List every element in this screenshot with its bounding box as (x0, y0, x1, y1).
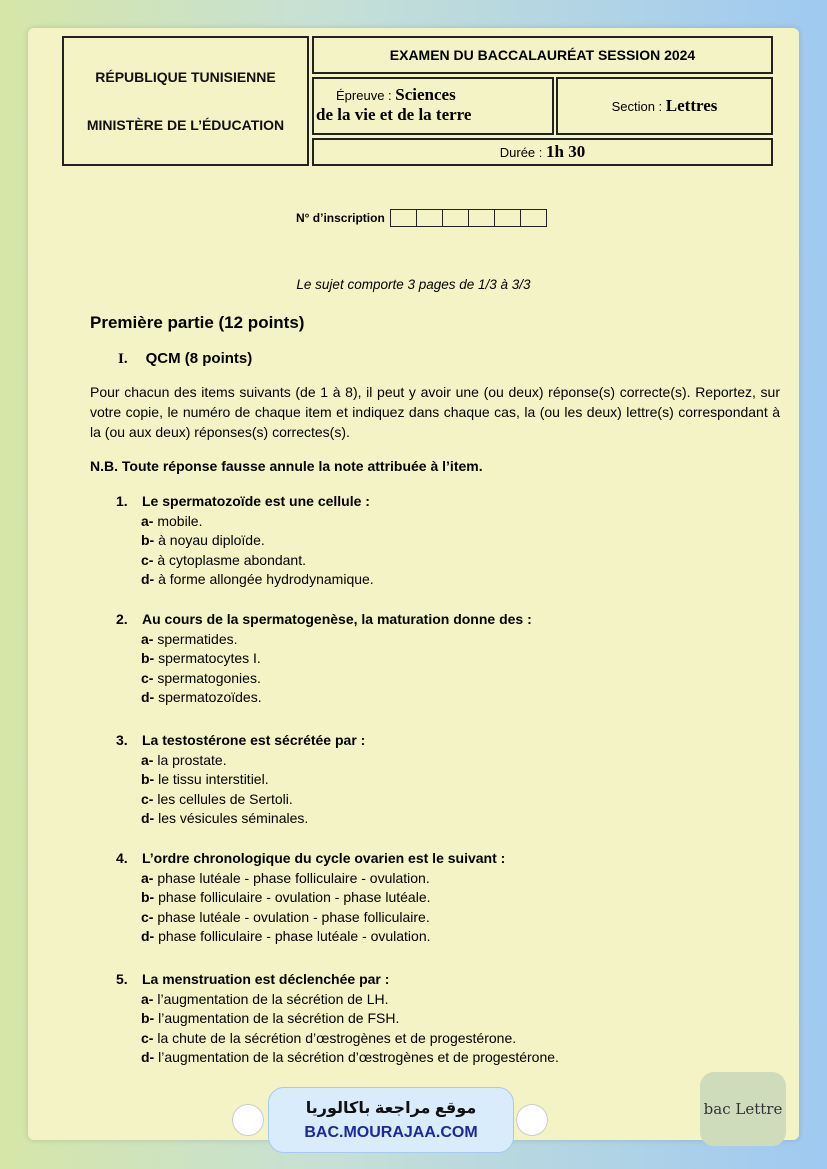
option-c: c- la chute de la sécrétion d’œstrogènes et de progestérone. (141, 1029, 517, 1046)
question-text: 4. L’ordre chronologique du cycle ovarien est le suivant : (116, 850, 506, 866)
ministry-box (62, 36, 309, 166)
site-logo-icon (516, 1104, 548, 1136)
question-2 (116, 610, 532, 708)
option-d: d- l’augmentation de la sécrétion d’œstrogènes et de progestérone. (141, 1049, 559, 1066)
question-5 (116, 970, 559, 1068)
inscription-cell (390, 209, 417, 227)
exam-page (28, 28, 799, 1140)
option-d: d- les vésicules séminales. (141, 810, 309, 827)
site-url[interactable]: BAC.MOURAJAA.COM (304, 1124, 478, 1141)
option-a: a- mobile. (141, 512, 203, 529)
option-b: b- spermatocytes I. (141, 650, 261, 667)
site-name-arabic: موقع مراجعة باكالوريا (305, 1100, 477, 1117)
ministry-name: MINISTÈRE DE L’ÉDUCATION (86, 117, 285, 133)
qcm-number: I. (118, 351, 128, 367)
inscription-cell (468, 209, 495, 227)
option-c: c- à cytoplasme abondant. (141, 551, 306, 568)
option-c: c- les cellules de Sertoli. (141, 790, 293, 807)
option-d: d- phase folliculaire - phase lutéale - ovulation. (141, 928, 431, 945)
option-c: c- spermatogonies. (141, 669, 261, 686)
site-banner[interactable] (268, 1087, 514, 1153)
option-a: a- phase lutéale - phase folliculaire - ovulation. (141, 869, 430, 886)
exam-title: EXAMEN DU BACCALAURÉAT SESSION 2024 (312, 36, 773, 74)
nb-note: N.B. Toute réponse fausse annule la note attribuée à l’item. (90, 458, 483, 474)
exam-header (62, 36, 773, 166)
section-value: Lettres (665, 96, 718, 115)
section-label: Section : (611, 98, 663, 114)
site-logo-icon (232, 1104, 264, 1136)
option-a: a- la prostate. (141, 751, 227, 768)
republic-name: RÉPUBLIQUE TUNISIENNE (95, 69, 276, 85)
question-3 (116, 731, 365, 829)
qcm-title: QCM (8 points) (145, 350, 253, 367)
option-b: b- à noyau diploïde. (141, 532, 265, 549)
option-b: b- le tissu interstitiel. (141, 771, 269, 788)
bac-lettre-badge: bac Lettre (700, 1072, 786, 1146)
option-d: d- à forme allongée hydrodynamique. (141, 571, 374, 588)
duree-label: Durée : (499, 144, 543, 160)
option-b: b- l’augmentation de la sécrétion de FSH. (141, 1010, 400, 1027)
option-c: c- phase lutéale - ovulation - phase folliculaire. (141, 908, 430, 925)
part-title: Première partie (12 points) (90, 313, 305, 332)
question-4 (116, 849, 505, 947)
question-text: 5. La menstruation est déclenchée par : (116, 971, 390, 987)
duree-box (312, 138, 773, 166)
inscription-cell (520, 209, 547, 227)
pages-note: Le sujet comporte 3 pages de 1/3 à 3/3 (296, 277, 531, 292)
instructions: Pour chacun des items suivants (de 1 à 8), il peut y avoir une (ou deux) réponse(s) correcte(s). Reportez, sur votre copie, le numéro de chaque item et indiquez dans chaque cas, la (ou les deux) lettre(s) correspondant à la (ou aux deux) réponses(s) correctes(s). (90, 384, 780, 440)
inscription-cells (391, 209, 547, 227)
epreuve-label: Épreuve : (336, 88, 392, 103)
option-d: d- spermatozoïdes. (141, 689, 262, 706)
inscription-cell (494, 209, 521, 227)
inscription-cell (416, 209, 443, 227)
inscription-field (296, 209, 547, 227)
epreuve-line1: Sciences (395, 85, 456, 104)
section-box (556, 77, 773, 135)
question-text: 1. Le spermatozoïde est une cellule : (116, 493, 370, 509)
option-a: a- l’augmentation de la sécrétion de LH. (141, 990, 389, 1007)
qcm-heading (118, 350, 252, 368)
inscription-label: N° d’inscription (296, 211, 385, 225)
epreuve-line2: de la vie et de la terre (316, 105, 472, 124)
inscription-cell (442, 209, 469, 227)
question-text: 3. La testostérone est sécrétée par : (116, 732, 366, 748)
epreuve-box (312, 77, 554, 135)
question-1 (116, 492, 374, 590)
question-text: 2. Au cours de la spermatogenèse, la maturation donne des : (116, 611, 532, 627)
option-b: b- phase folliculaire - ovulation - phase lutéale. (141, 889, 431, 906)
duree-value: 1h 30 (546, 142, 586, 161)
option-a: a- spermatides. (141, 630, 238, 647)
